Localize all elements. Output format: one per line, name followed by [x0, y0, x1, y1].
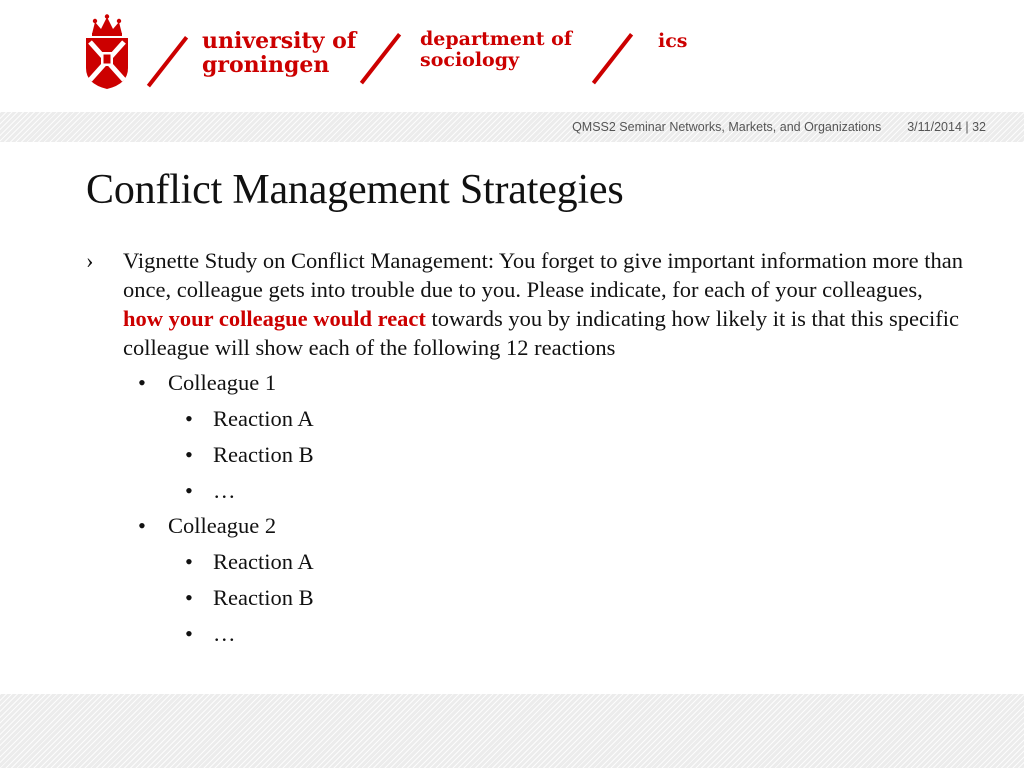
main-text-part-2: towards you by indicating how likely it is that this specific colleague will show each of the following 12 reactions	[123, 306, 959, 360]
slide-title: Conflict Management Strategies	[86, 167, 624, 213]
divider-slash	[360, 33, 401, 84]
main-text-highlight: how your colleague would react	[123, 306, 426, 331]
colleague-label: Colleague 2	[168, 513, 277, 538]
reaction-label: Reaction B	[213, 442, 314, 467]
main-bullet	[86, 246, 966, 362]
university-crest-icon	[82, 14, 132, 90]
colleague-label: Colleague 1	[168, 370, 277, 395]
divider-slash	[592, 33, 633, 84]
colleague-bullet	[86, 368, 966, 397]
reaction-bullet	[86, 476, 966, 505]
bullet-icon: •	[185, 406, 193, 431]
reaction-bullet	[86, 619, 966, 648]
department-line-1: department of	[420, 28, 572, 50]
reaction-label: …	[213, 621, 236, 646]
date-and-page: 3/11/2014 | 32	[907, 120, 986, 134]
bullet-icon: •	[185, 621, 193, 646]
reaction-label: Reaction A	[213, 406, 314, 431]
reaction-label: …	[213, 478, 236, 503]
colleague-bullet	[86, 511, 966, 540]
reaction-bullet	[86, 440, 966, 469]
ics-logo-text: ics	[658, 30, 688, 52]
university-logo-text	[202, 30, 356, 78]
bullet-icon: •	[185, 549, 193, 574]
university-line-2: groningen	[202, 52, 330, 78]
seminar-name: QMSS2 Seminar Networks, Markets, and Organizations	[572, 120, 882, 134]
reaction-bullet	[86, 547, 966, 576]
bullet-icon: •	[185, 585, 193, 610]
reaction-bullet	[86, 404, 966, 433]
reaction-label: Reaction A	[213, 549, 314, 574]
reaction-bullet	[86, 583, 966, 612]
chevron-right-icon: ›	[86, 248, 94, 273]
slide-header	[0, 0, 1024, 112]
bullet-icon: •	[185, 442, 193, 467]
footer-pattern-band	[0, 694, 1024, 768]
slide-meta	[572, 120, 986, 134]
department-line-2: sociology	[420, 49, 520, 71]
department-logo-text	[420, 30, 572, 72]
divider-slash	[147, 36, 188, 87]
bullet-icon: •	[138, 370, 146, 395]
university-line-1: university of	[202, 28, 357, 54]
main-text-part-1: Vignette Study on Conflict Management: You forget to give important information more than once, colleague gets into trouble due to you. Please indicate, for each of your colleagues,	[123, 248, 963, 302]
bullet-icon: •	[185, 478, 193, 503]
bullet-icon: •	[138, 513, 146, 538]
slide-content	[86, 246, 966, 648]
reaction-label: Reaction B	[213, 585, 314, 610]
